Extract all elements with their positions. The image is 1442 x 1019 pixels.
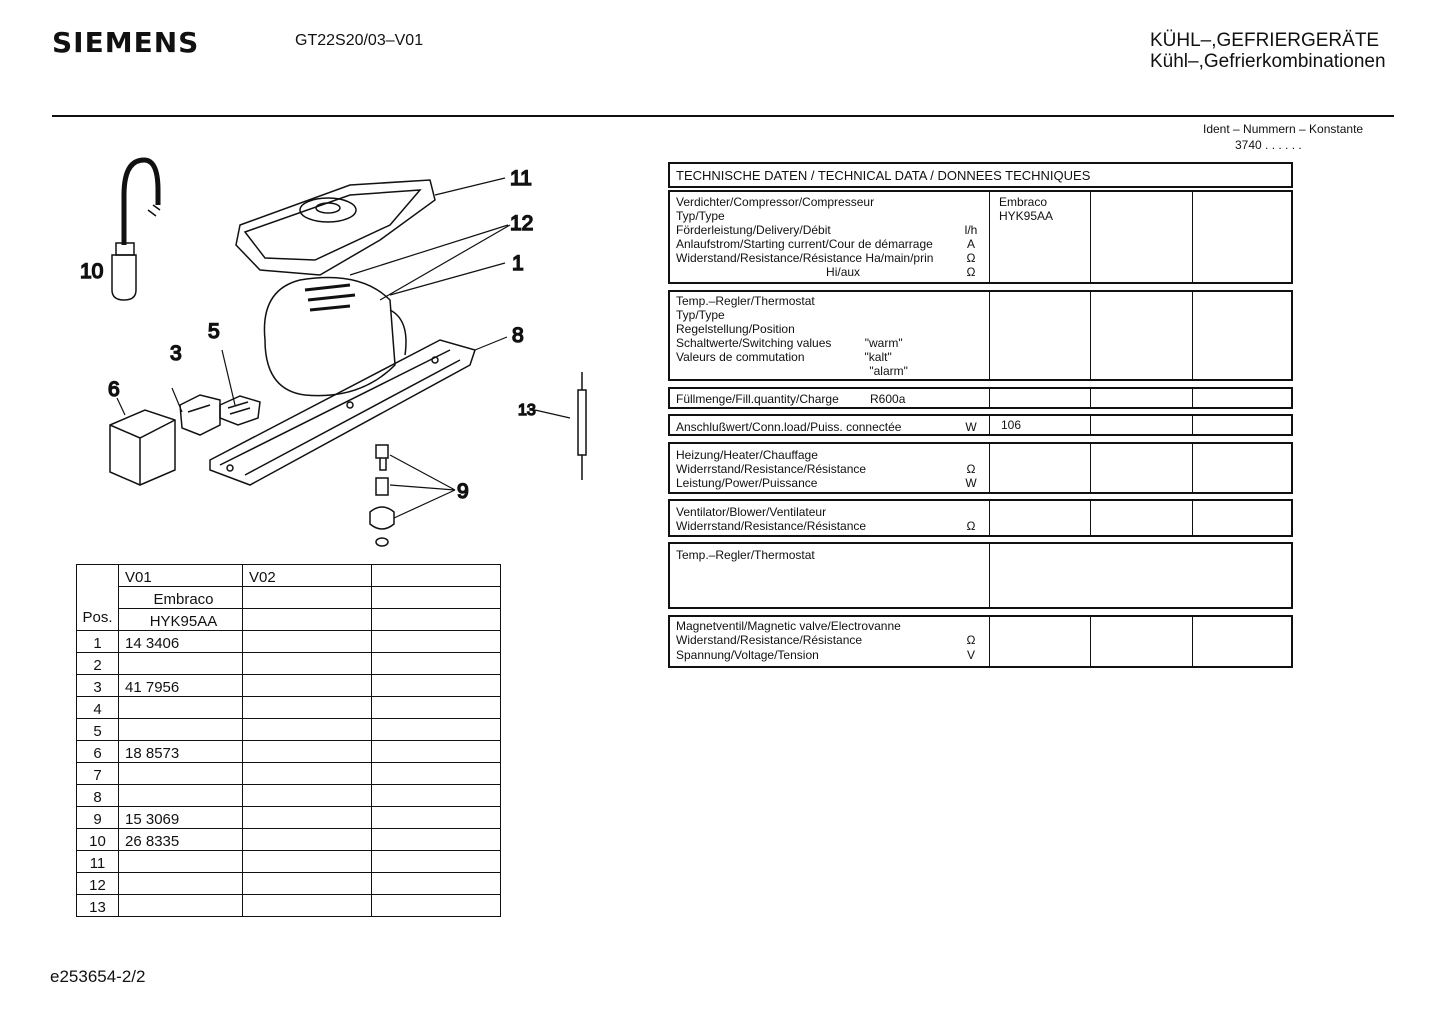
charge-refrigerant: R600a: [870, 392, 906, 406]
fan-unit-resistance: Ω: [966, 519, 976, 533]
table-row: [77, 653, 501, 675]
table-cell: [243, 741, 372, 763]
compressor-cover-part: [236, 180, 435, 275]
part-number-cell: [119, 785, 243, 807]
valve-unit-voltage: V: [966, 648, 975, 662]
table-row: [77, 741, 501, 763]
table-cell: [243, 785, 372, 807]
part-number-cell: 14 3406: [119, 631, 243, 653]
pos-header-top: [77, 565, 119, 587]
table-cell: [243, 587, 372, 609]
part-number-cell: 41 7956: [119, 675, 243, 697]
heater-line-2: Leistung/Power/Puissance: [676, 476, 818, 490]
ident-label: Ident – Nummern – Konstante: [1203, 122, 1364, 136]
table-cell: [243, 675, 372, 697]
tech-title: TECHNISCHE DATEN / TECHNICAL DATA / DONNEES TECHNIQUES: [676, 168, 1091, 183]
callout-6: 6: [108, 378, 120, 401]
connected-load-value: 106: [1001, 418, 1022, 432]
category-subtitle: Kühl–,Gefrierkombinationen: [1150, 51, 1386, 72]
pos-cell: 7: [77, 763, 119, 785]
compressor-section: [668, 190, 1293, 284]
brand-cell: Embraco: [119, 587, 243, 609]
table-cell: [243, 719, 372, 741]
column-header-empty: [372, 565, 501, 587]
part-number-cell: [119, 763, 243, 785]
pos-header-mid: [77, 587, 119, 609]
charge-label: Füllmenge/Fill.quantity/Charge: [676, 392, 839, 406]
table-cell: [243, 653, 372, 675]
unit-resistance-aux: Ω: [966, 265, 976, 279]
table-cell: [243, 873, 372, 895]
thermostat-line-5: "alarm": [676, 364, 908, 378]
category-title: KÜHL–,GEFRIERGERÄTE: [1150, 30, 1380, 51]
part-number-cell: [119, 719, 243, 741]
callout-13: 13: [518, 402, 536, 419]
callout-11: 11: [510, 167, 532, 190]
unit-current: A: [966, 237, 975, 251]
part-number-cell: [119, 895, 243, 917]
pos-cell: 12: [77, 873, 119, 895]
callout-12: 12: [510, 212, 534, 235]
callout-9: 9: [457, 480, 469, 503]
table-cell: [372, 895, 501, 917]
pos-header-label: Pos.: [77, 609, 119, 631]
parts-table: [76, 564, 501, 917]
table-cell: [372, 873, 501, 895]
unit-delivery: l/h: [964, 223, 978, 237]
thermostat2-label: Temp.–Regler/Thermostat: [676, 548, 815, 562]
brand-logo: SIEMENS: [52, 26, 200, 59]
table-cell: [243, 851, 372, 873]
table-row: [77, 851, 501, 873]
compressor-line-3: Anlaufstrom/Starting current/Cour de démarrage: [676, 237, 933, 251]
thermostat-line-0: Temp.–Regler/Thermostat: [676, 294, 815, 308]
fan-line-1: Widerrstand/Resistance/Résistance: [676, 519, 867, 533]
column-header-v01: V01: [119, 565, 243, 587]
document-id: e253654-2/2: [50, 967, 146, 986]
compressor-line-1: Typ/Type: [676, 209, 725, 223]
table-row: [77, 675, 501, 697]
model-number: GT22S20/03–V01: [295, 32, 424, 49]
filter-drier-part: [578, 372, 586, 480]
table-row: [77, 829, 501, 851]
grommet-set-part: [370, 445, 394, 546]
table-row: [77, 785, 501, 807]
connected-load-section: [668, 414, 1293, 436]
table-cell: [372, 829, 501, 851]
table-cell: [372, 653, 501, 675]
table-cell: [243, 697, 372, 719]
pos-cell: 2: [77, 653, 119, 675]
part-number-cell: [119, 653, 243, 675]
pos-cell: 10: [77, 829, 119, 851]
table-cell: [372, 609, 501, 631]
table-row: [77, 697, 501, 719]
part-number-cell: [119, 697, 243, 719]
compressor-line-4: Widerstand/Resistance/Résistance Ha/main/prin: [676, 251, 934, 265]
table-cell: [243, 763, 372, 785]
table-cell: [372, 851, 501, 873]
pos-cell: 3: [77, 675, 119, 697]
table-cell: [243, 829, 372, 851]
pos-cell: 13: [77, 895, 119, 917]
fan-line-0: Ventilator/Blower/Ventilateur: [676, 505, 827, 519]
callout-1: 1: [512, 252, 524, 275]
pos-cell: 5: [77, 719, 119, 741]
fan-section: [668, 499, 1293, 537]
part-number-cell: 18 8573: [119, 741, 243, 763]
part-number-cell: [119, 851, 243, 873]
overload-protector-part: [220, 396, 260, 425]
table-cell: [372, 697, 501, 719]
table-cell: [372, 675, 501, 697]
compressor-part: [264, 278, 406, 396]
thermostat-section: [668, 290, 1293, 381]
table-cell: [372, 719, 501, 741]
thermostat2-section: [668, 542, 1293, 609]
compressor-line-5: Hi/aux: [676, 265, 861, 279]
pos-cell: 11: [77, 851, 119, 873]
thermostat-line-2: Regelstellung/Position: [676, 322, 795, 336]
exploded-parts-diagram: [60, 150, 600, 555]
pos-cell: 9: [77, 807, 119, 829]
connected-load-label: Anschlußwert/Conn.load/Puiss. connectée: [676, 420, 902, 434]
table-row: [77, 895, 501, 917]
heater-unit-resistance: Ω: [966, 462, 976, 476]
header-divider: [52, 115, 1394, 117]
ident-value: 3740 . . . . . .: [1235, 138, 1302, 152]
heater-section: [668, 442, 1293, 494]
tech-title-box: [668, 162, 1293, 188]
valve-unit-resistance: Ω: [966, 633, 976, 647]
callout-5: 5: [208, 320, 220, 343]
compressor-brand-value: Embraco: [999, 195, 1048, 209]
table-row: [77, 807, 501, 829]
thermostat-line-4: Valeurs de commutation "kalt": [676, 350, 892, 364]
mounting-rail-part: [210, 340, 475, 485]
compressor-type-value: HYK95AA: [999, 209, 1054, 223]
table-cell: [243, 895, 372, 917]
unit-resistance-main: Ω: [966, 251, 976, 265]
pos-cell: 8: [77, 785, 119, 807]
table-row: [77, 631, 501, 653]
column-header-v02: V02: [243, 565, 372, 587]
heater-unit-power: W: [965, 476, 977, 490]
table-cell: [372, 587, 501, 609]
table-cell: [372, 807, 501, 829]
table-cell: [243, 609, 372, 631]
valve-section: [668, 615, 1293, 668]
heater-line-0: Heizung/Heater/Chauffage: [676, 448, 818, 462]
callout-leader-lines: [117, 178, 570, 518]
table-cell: [372, 741, 501, 763]
valve-line-0: Magnetventil/Magnetic valve/Electrovanne: [676, 619, 901, 633]
table-cell: [372, 631, 501, 653]
table-cell: [243, 807, 372, 829]
table-cell: [243, 631, 372, 653]
relay-part: [180, 395, 220, 435]
table-row: [77, 873, 501, 895]
pos-cell: 4: [77, 697, 119, 719]
charge-section: [668, 387, 1293, 409]
connected-load-unit: W: [965, 420, 977, 434]
heater-line-1: Widerrstand/Resistance/Résistance: [676, 462, 867, 476]
part-number-cell: [119, 873, 243, 895]
part-number-cell: 26 8335: [119, 829, 243, 851]
capacitor-part: [112, 160, 160, 300]
valve-line-1: Widerstand/Resistance/Résistance: [676, 633, 863, 647]
table-row: [77, 763, 501, 785]
table-cell: [372, 763, 501, 785]
callout-8: 8: [512, 324, 524, 347]
table-row: [77, 719, 501, 741]
compressor-line-0: Verdichter/Compressor/Compresseur: [676, 195, 875, 209]
part-number-cell: 15 3069: [119, 807, 243, 829]
thermostat-line-3: Schaltwerte/Switching values "warm": [676, 336, 903, 350]
thermostat-line-1: Typ/Type: [676, 308, 725, 322]
valve-line-2: Spannung/Voltage/Tension: [676, 648, 819, 662]
compressor-line-2: Förderleistung/Delivery/Débit: [676, 223, 831, 237]
relay-cover-part: [110, 410, 175, 485]
table-cell: [372, 785, 501, 807]
pos-cell: 6: [77, 741, 119, 763]
pos-cell: 1: [77, 631, 119, 653]
type-cell: HYK95AA: [119, 609, 243, 631]
callout-10: 10: [80, 260, 104, 283]
callout-3: 3: [170, 342, 182, 365]
